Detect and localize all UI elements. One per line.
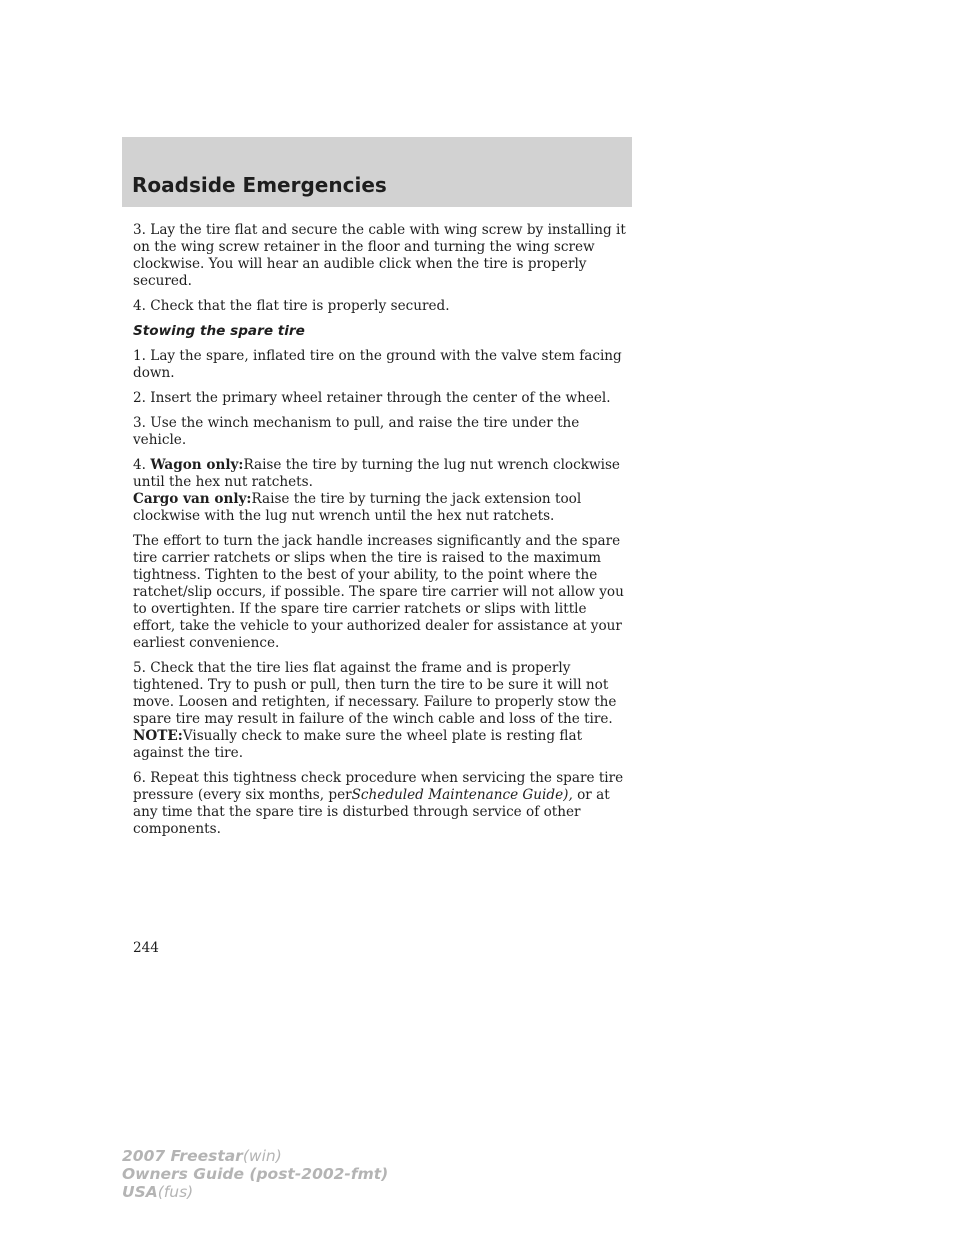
step-4-check-secured: 4. Check that the flat tire is properly secured.: [133, 298, 450, 314]
cargo-van-only-text: Raise the tire by turning the jack extension tool clockwise with the lug nut wrench until the hex nut ratchets.: [133, 491, 582, 524]
footer-line-market: [122, 1183, 388, 1201]
footer-line-guide: Owners Guide (post-2002-fmt): [122, 1165, 389, 1183]
step-6-text-before: 6. Repeat this tightness check procedure when servicing the spare tire pressure (every six months, per: [133, 770, 624, 803]
stow-step-4-cargo: [133, 491, 633, 525]
stow-step-1: 1. Lay the spare, inflated tire on the ground with the valve stem facing down.: [133, 348, 622, 381]
note-text: Visually check to make sure the wheel plate is resting flat against the tire.: [133, 728, 583, 761]
stow-step-5: 5. Check that the tire lies flat against the frame and is properly tightened. Try to push or pull, then turn the tire to be sure it will not move. Loosen and retighten, if necessary. Failure to properly stow the spare tire may result in failure of the winch cable and loss of the tire.: [133, 660, 617, 727]
footer-line-model: [122, 1147, 388, 1165]
step-3-secure-cable: 3. Lay the tire flat and secure the cable with wing screw by installing it on the wing screw retainer in the floor and turning the wing screw clockwise. You will hear an audible click when the tire is properly secured.: [133, 222, 626, 289]
document-footer: [122, 1147, 388, 1201]
stow-step-2: 2. Insert the primary wheel retainer through the center of the wheel.: [133, 390, 611, 406]
page-body: [133, 222, 633, 846]
cargo-van-only-label: Cargo van only:: [133, 491, 252, 507]
footer-model-name: 2007 Freestar: [122, 1147, 243, 1165]
effort-paragraph: The effort to turn the jack handle increases significantly and the spare tire carrier ratchets or slips when the tire is raised to the maximum tightness. Tighten to the best of your ability, to the point where the ratchet/slip occurs, if possible. The spare tire carrier will not allow you to overtighten. If the spare tire carrier ratchets or slips with little effort, take the vehicle to your authorized dealer for assistance at your earliest convenience.: [133, 533, 624, 651]
note-paragraph: [133, 728, 633, 762]
section-header: [122, 137, 632, 207]
stow-step-6: [133, 770, 633, 838]
subheading-stowing-spare: Stowing the spare tire: [133, 323, 305, 339]
page-number: 244: [133, 940, 159, 956]
note-label: NOTE:: [133, 728, 183, 744]
stow-step-3: 3. Use the winch mechanism to pull, and raise the tire under the vehicle.: [133, 415, 580, 448]
wagon-only-text: Raise the tire by turning the lug nut wrench clockwise until the hex nut ratchets.: [133, 457, 620, 490]
stow-step-4-wagon: [133, 457, 633, 491]
step-number: 4.: [133, 457, 146, 473]
footer-market-name: USA: [122, 1183, 158, 1201]
section-title: Roadside Emergencies: [132, 173, 387, 197]
step-6-text-after: or at any time that the spare tire is disturbed through service of other components.: [133, 787, 610, 837]
footer-market-code: (fus): [157, 1183, 194, 1201]
maintenance-guide-reference: Scheduled Maintenance Guide),: [351, 787, 573, 803]
wagon-only-label: Wagon only:: [150, 457, 244, 473]
footer-model-code: (win): [242, 1147, 282, 1165]
